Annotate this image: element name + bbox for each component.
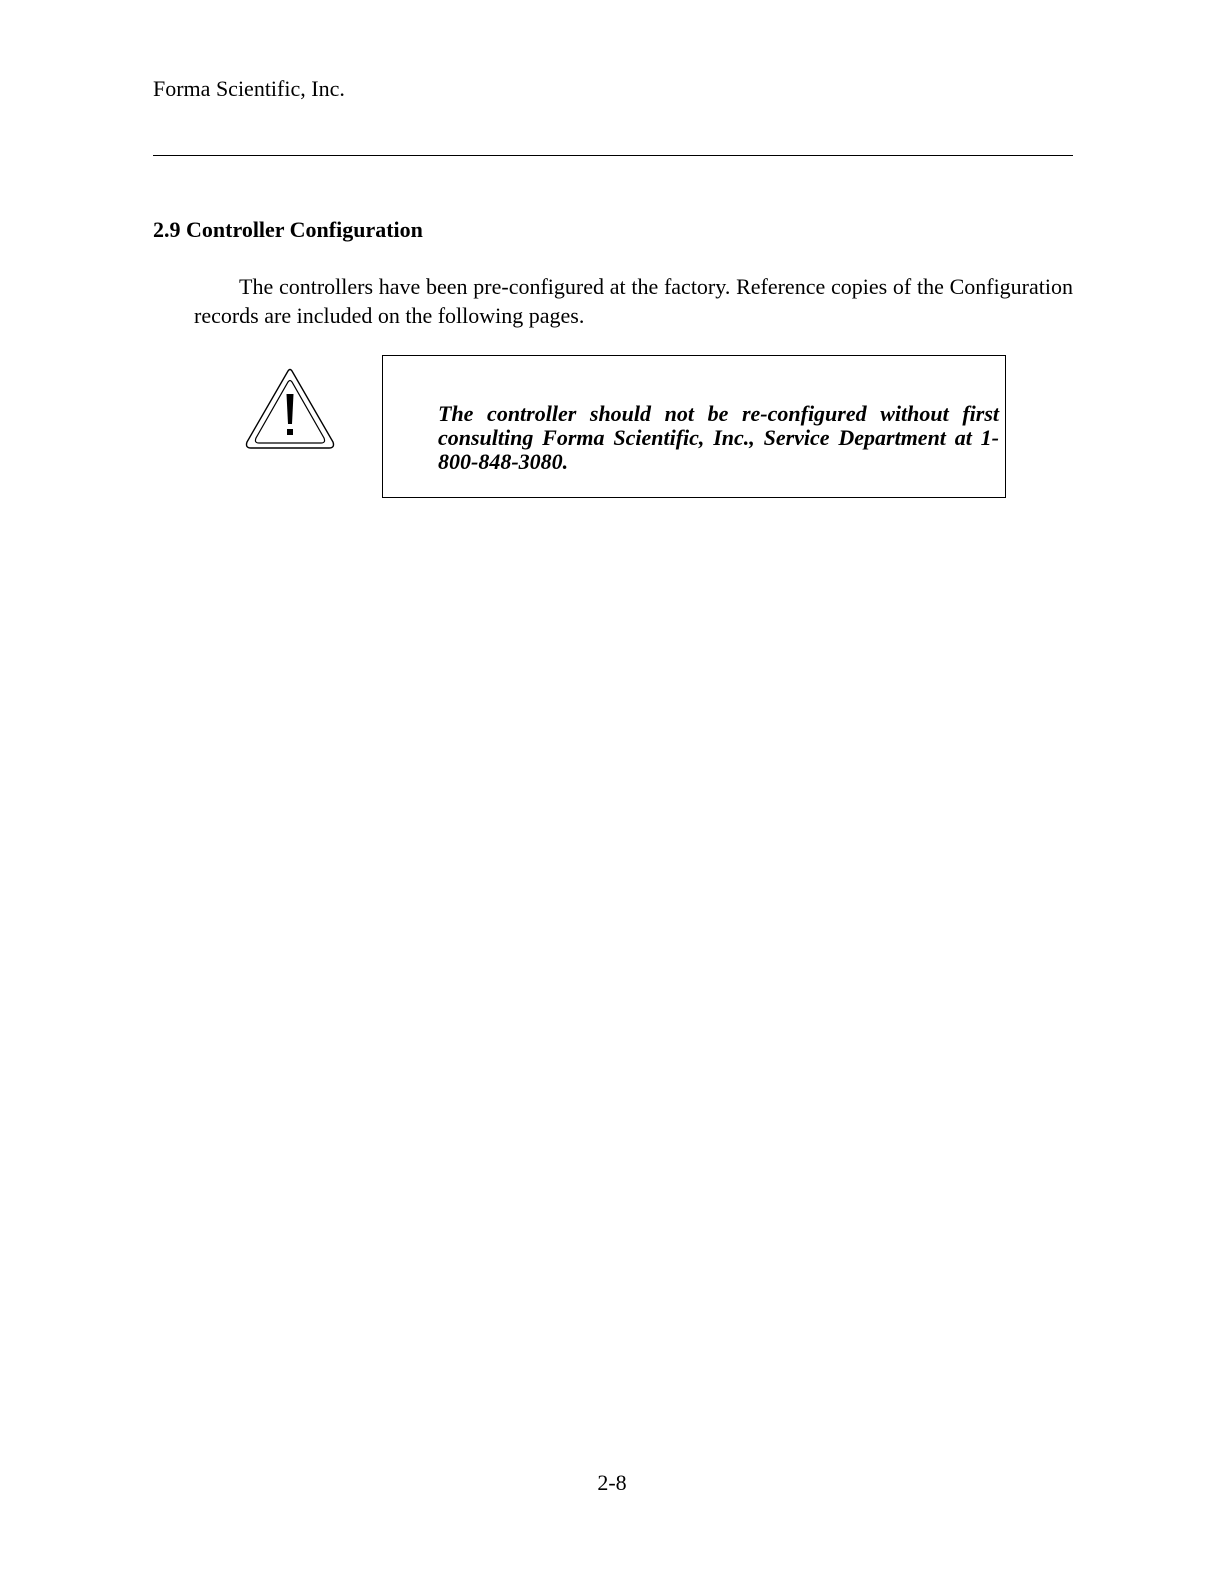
- body-paragraph: The controllers have been pre-configured at the factory. Reference copies of the Configuration records are included on the following pages.: [194, 274, 1073, 328]
- header-company-name: Forma Scientific, Inc.: [153, 76, 345, 101]
- page-number: 2-8: [597, 1470, 627, 1495]
- header-divider: [153, 155, 1073, 156]
- caution-note-box: [382, 355, 1006, 498]
- warning-triangle-exclamation-icon: [244, 368, 336, 452]
- section-heading: 2.9 Controller Configuration: [153, 217, 423, 242]
- caution-note-text: The controller should not be re-configured without first consulting Forma Scientific, Inc., Service Department at 1-800-848-3080.: [438, 401, 999, 474]
